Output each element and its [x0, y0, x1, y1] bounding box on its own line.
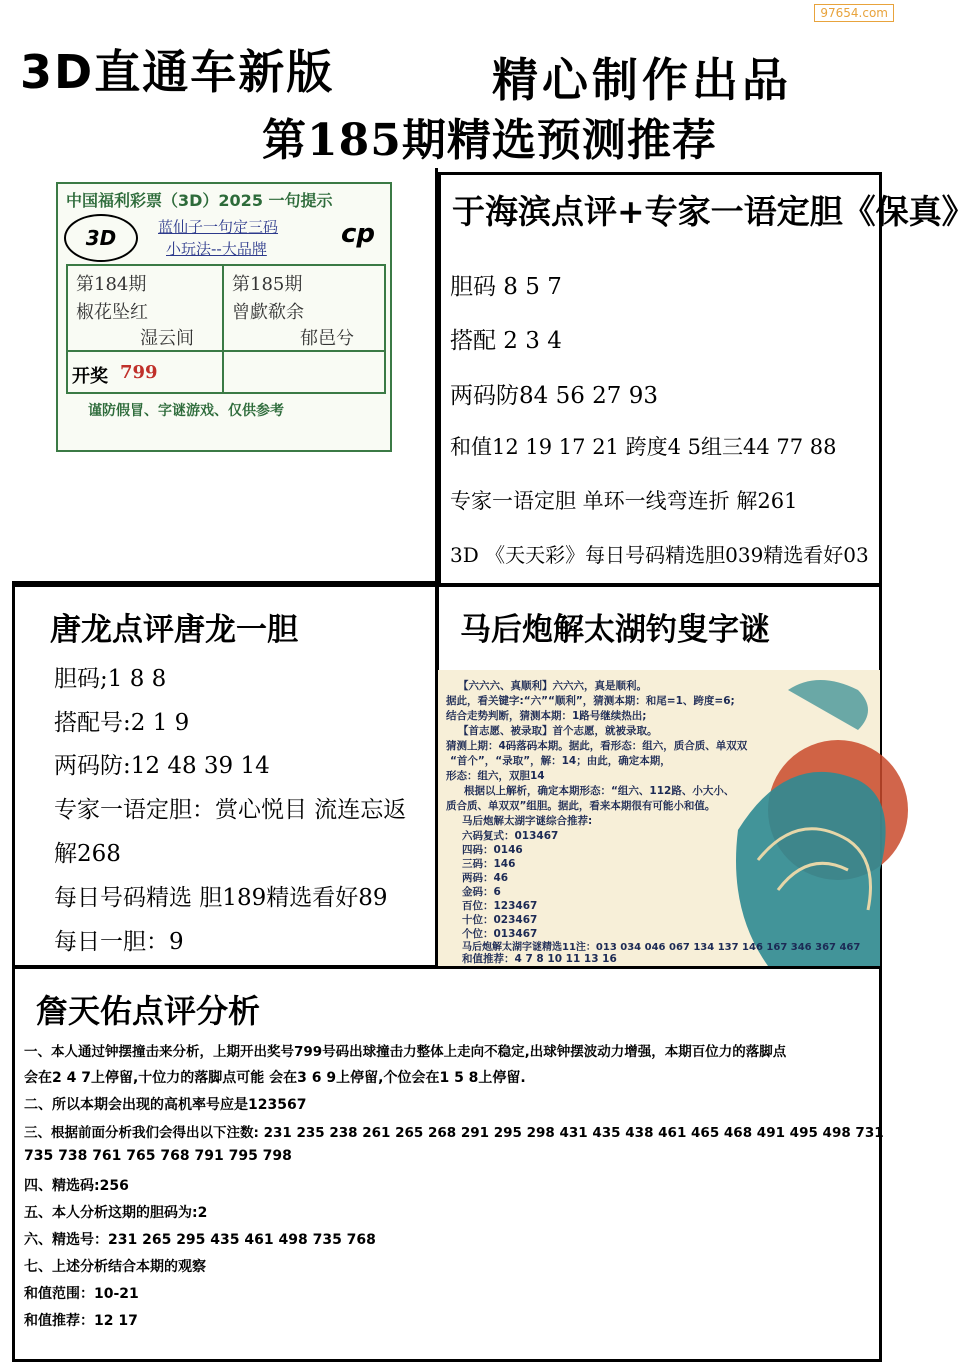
tang-line-7: 每日一胆：9 — [54, 929, 184, 955]
riddle-line-8: 根据以上解析，确定本期形态：“组六、112路、小大小、 — [464, 785, 735, 797]
ticket-grid — [66, 264, 386, 394]
prev-issue-label: 第184期 — [76, 274, 147, 295]
tang-line-5: 解268 — [54, 841, 121, 867]
zhan-line-7: 五、本人分析这期的胆码为:2 — [24, 1205, 208, 1221]
tang-line-1: 胆码;1 8 8 — [54, 666, 167, 692]
riddle-line-1: 【六六六、真顺利】六六六，真是顺利。 — [458, 680, 647, 692]
ticket-footer: 谨防假冒、字谜游戏、仅供参考 — [88, 403, 284, 419]
ticket-title: 中国福利彩票（3D）2025 一句提示 — [66, 191, 333, 210]
zhan-line-6: 四、精选码:256 — [24, 1178, 129, 1194]
panel-ma-title: 马后炮解太湖钓叟字谜 — [460, 612, 770, 648]
next-riddle-line2: 郁邑兮 — [300, 328, 354, 349]
draw-value: 799 — [120, 362, 158, 383]
panel-yu-title: 于海滨点评+专家一语定胆《保真》 — [452, 192, 975, 231]
prev-riddle-line1: 椒花坠红 — [76, 302, 148, 323]
riddle-line-5: 猜测上期：4码落码本期。据此，看形态：组六，质合质、单双双 — [446, 740, 748, 752]
zhan-line-5: 735 738 761 765 768 791 795 798 — [24, 1148, 292, 1164]
tang-line-4: 专家一语定胆：赏心悦目 流连忘返 — [54, 797, 407, 823]
zhan-line-3: 二、所以本期会出现的高机率号应是123567 — [24, 1097, 307, 1113]
cp-logo-icon: cp — [340, 219, 376, 249]
riddle-line-16: 百位：123467 — [462, 900, 538, 912]
tang-line-3: 两码防:12 48 39 14 — [54, 753, 270, 779]
zhan-line-1: 一、本人通过钟摆撞击来分析，上期开出奖号799号码出球撞击力整体上走向不稳定,出球钟摆波动力增强，本期百位力的落脚点 — [24, 1044, 787, 1060]
ticket-subtitle-1: 蓝仙子一句定三码 — [158, 218, 279, 236]
yu-line-5: 专家一语定胆 单环一线弯连折 解261 — [450, 489, 798, 513]
riddle-line-9: 质合质、单双双”组胆。据此，看来本期很有可能小和值。 — [446, 800, 716, 812]
yu-line-4: 和值12 19 17 21 跨度4 5组三44 77 88 — [450, 435, 837, 459]
issue-title: 第185期精选预测推荐 — [262, 115, 717, 166]
tang-line-2: 搭配号:2 1 9 — [54, 710, 190, 736]
riddle-line-4: 【首志愿、被录取】首个志愿，就被录取。 — [458, 725, 658, 737]
yu-line-1: 胆码 8 5 7 — [450, 274, 562, 300]
ticket-subtitle-2: 小玩法--大品牌 — [166, 240, 267, 258]
riddle-line-20: 和值推荐：4 7 8 10 11 13 16 — [462, 953, 617, 965]
lottery-ticket-image — [56, 182, 392, 452]
next-riddle-line1: 曾歔欷余 — [232, 302, 304, 323]
panel-tang-title: 唐龙点评唐龙一胆 — [50, 612, 298, 648]
riddle-line-10: 马后炮解太湖字谜综合推荐: — [462, 815, 593, 827]
riddle-line-2: 据此，看关键字:“六”“顺利”，猜测本期：和尾=1、跨度=6; — [446, 695, 735, 707]
riddle-line-6: “首个”，“录取”，解：14；由此，确定本期， — [450, 755, 671, 767]
panel-zhan-title: 詹天佑点评分析 — [36, 992, 261, 1030]
zhan-line-9: 七、上述分析结合本期的观察 — [24, 1259, 206, 1275]
site-watermark: 97654.com — [814, 4, 894, 22]
riddle-line-19: 马后炮解太湖字谜精选11注：013 034 046 067 134 137 146 167 346 367 467 — [462, 942, 861, 953]
zhan-line-8: 六、精选号：231 265 295 435 461 498 735 768 — [24, 1232, 376, 1248]
zhan-line-4: 三、根据前面分析我们会得出以下注数: 231 235 238 261 265 268 291 295 298 431 435 438 461 465 468 491 495 498 731 — [24, 1125, 884, 1141]
riddle-line-18: 个位：013467 — [462, 928, 538, 940]
3d-logo-icon: 3D — [64, 214, 138, 262]
riddle-analysis-image — [438, 670, 880, 966]
zhan-line-2: 会在2 4 7上停留,十位力的落脚点可能 会在3 6 9上停留,个位会在1 5 8上停留. — [24, 1070, 526, 1086]
yu-line-6: 3D 《天天彩》每日号码精选胆039精选看好03 — [450, 543, 869, 567]
zhan-line-11: 和值推荐：12 17 — [24, 1313, 138, 1329]
riddle-line-17: 十位：023467 — [462, 914, 538, 926]
riddle-line-12: 四码：0146 — [462, 844, 523, 856]
riddle-line-14: 两码：46 — [462, 872, 509, 884]
riddle-line-11: 六码复式：013467 — [462, 830, 559, 842]
next-issue-label: 第185期 — [232, 274, 303, 295]
riddle-line-13: 三码：146 — [462, 858, 516, 870]
draw-label: 开奖 — [72, 366, 108, 387]
zhan-line-10: 和值范围：10-21 — [24, 1286, 139, 1302]
header-title-right: 精心制作出品 — [492, 53, 792, 107]
yu-line-2: 搭配 2 3 4 — [450, 328, 562, 354]
prev-riddle-line2: 湿云间 — [140, 328, 194, 349]
tang-line-6: 每日号码精选 胆189精选看好89 — [54, 885, 388, 911]
riddle-line-7: 形态：组六，双胆14 — [446, 770, 545, 782]
riddle-line-3: 结合走势判断，猜测本期：1路号继续热出; — [446, 710, 647, 722]
riddle-line-15: 金码：6 — [462, 886, 501, 898]
header-title-left: 3D直通车新版 — [20, 45, 335, 99]
yu-line-3: 两码防84 56 27 93 — [450, 383, 658, 409]
